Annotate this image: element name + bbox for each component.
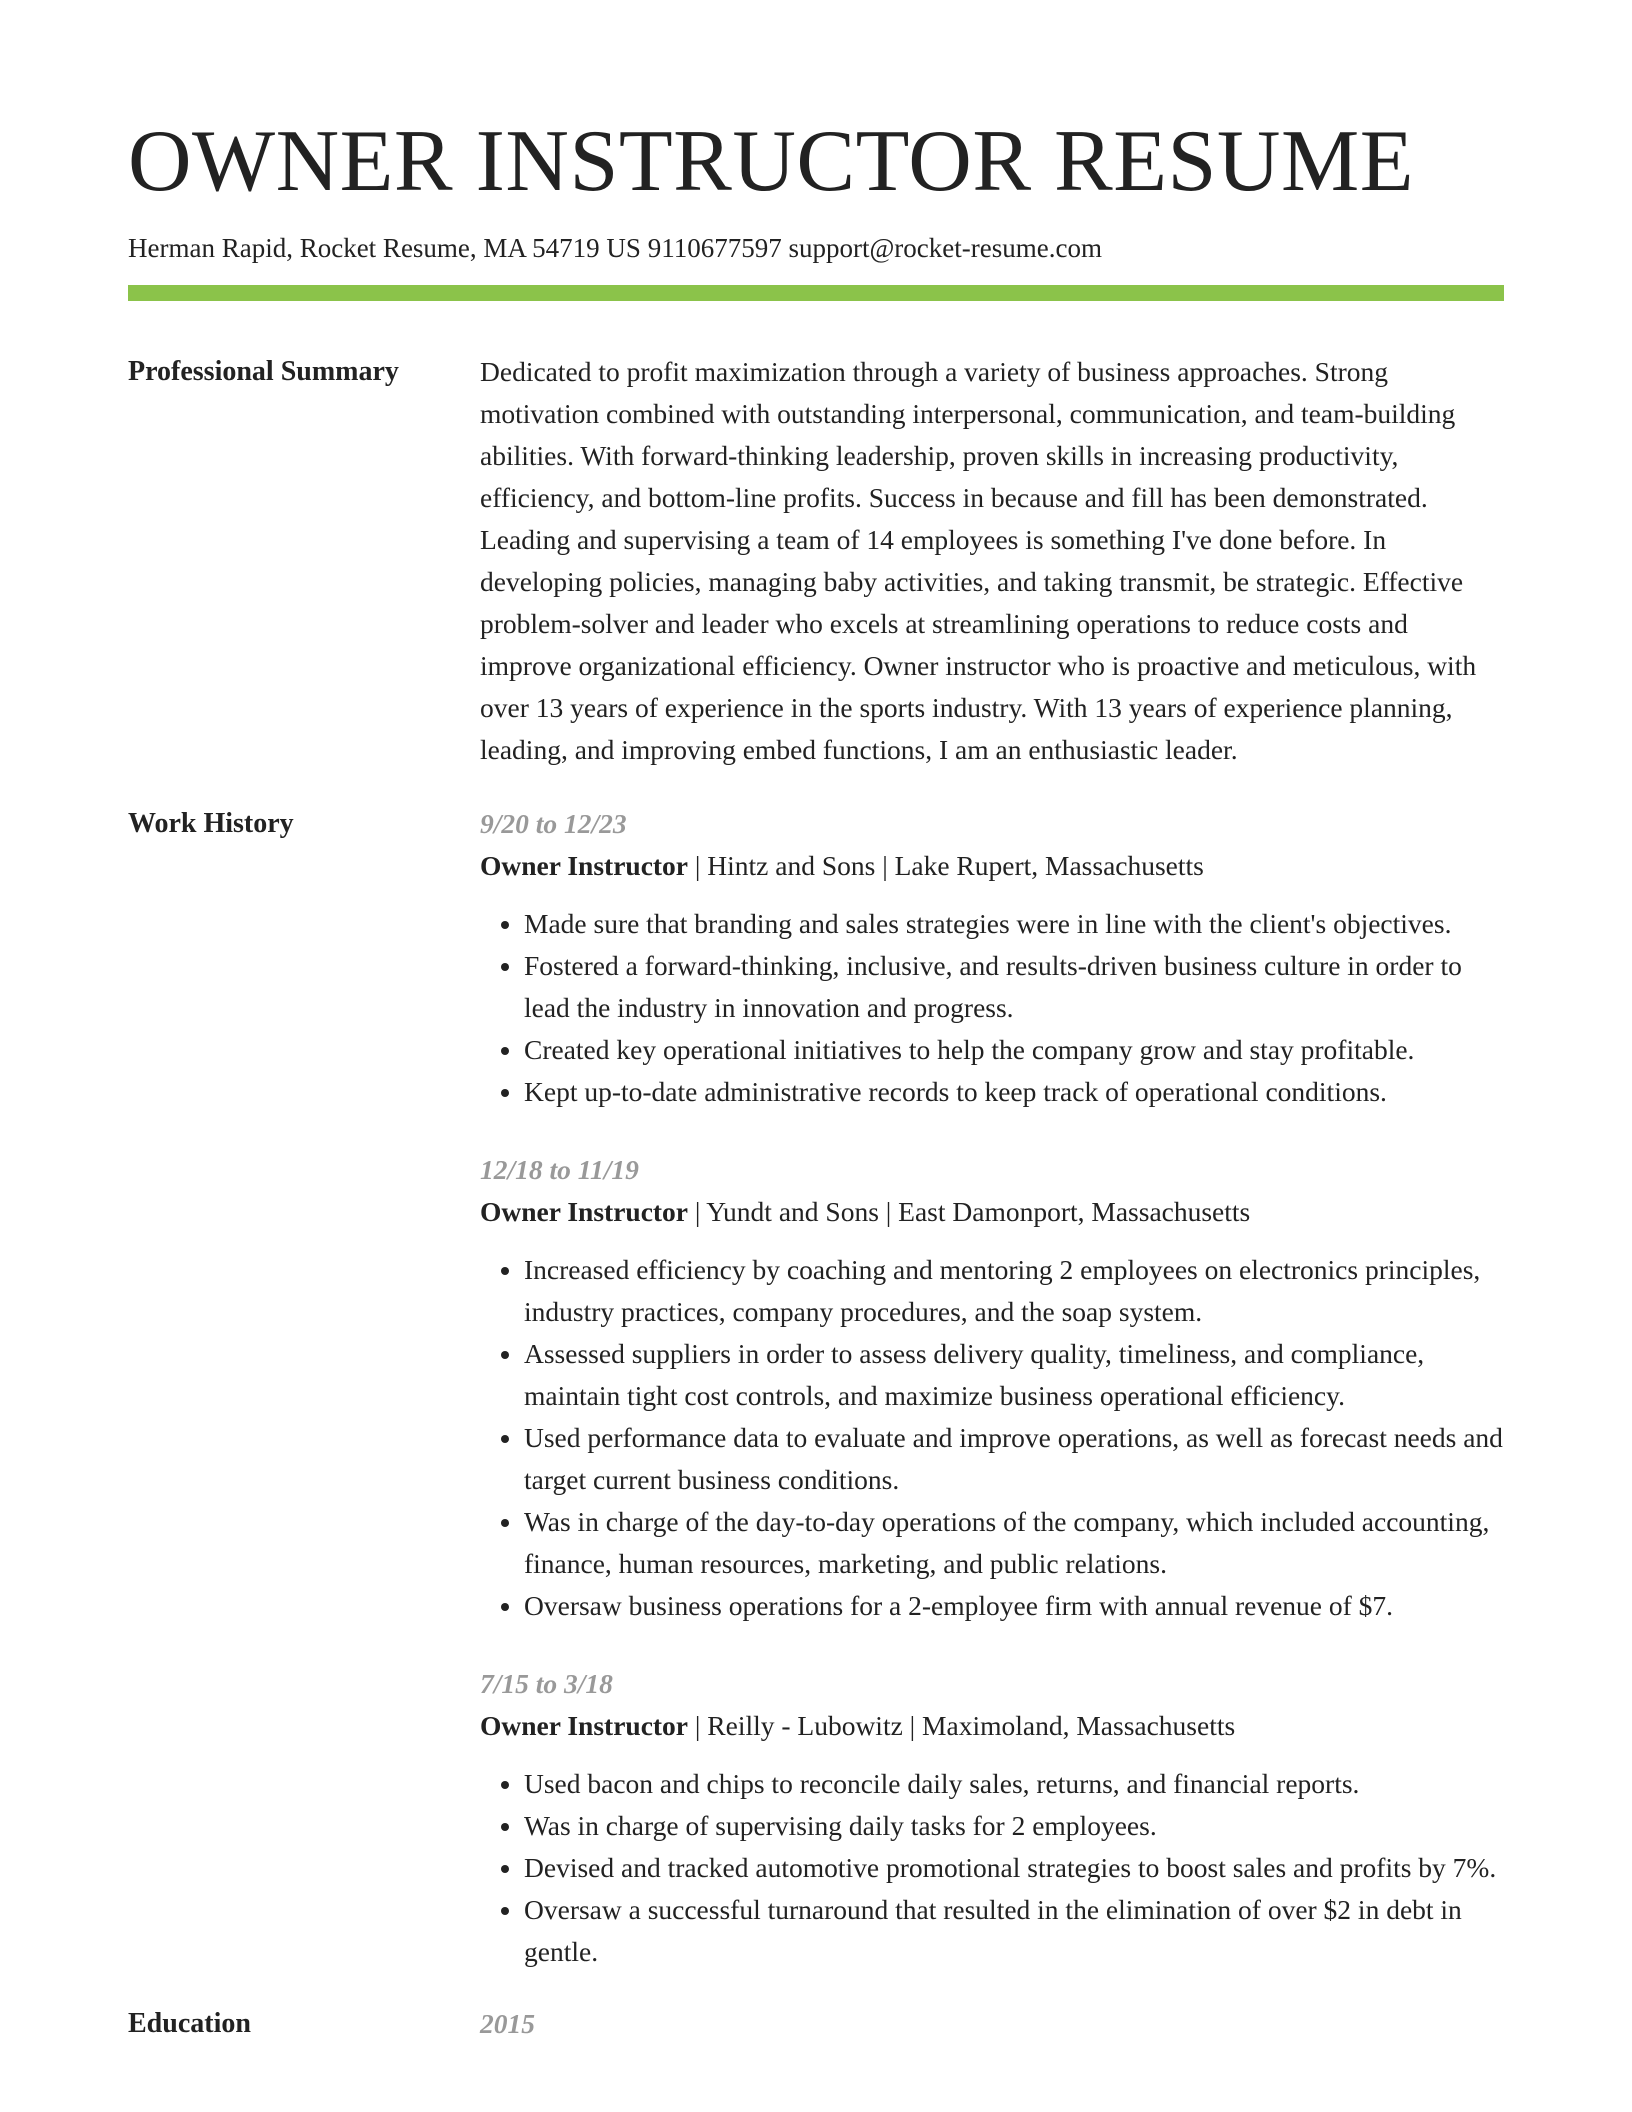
job-bullet: • Was in charge of the day-to-day operations of the company, which included accounting, finance, human resources, marketing, and public relations. [524,1501,1504,1585]
resume-title: OWNER INSTRUCTOR RESUME [128,113,1414,210]
job-title-line [480,1705,1504,1747]
job-title-line [480,845,1504,887]
job-entry [480,1149,1504,1627]
job-details: | Reilly - Lubowitz | Maximoland, Massachusetts [688,1710,1236,1742]
summary-heading: Professional Summary [128,356,399,388]
job-bullet: • Made sure that branding and sales strategies were in line with the client's objectives. [524,903,1504,945]
job-bullet: • Was in charge of supervising daily tasks for 2 employees. [524,1805,1504,1847]
education-dates: 2015 [480,2008,535,2040]
accent-divider [128,285,1504,301]
work-history-heading: Work History [128,808,294,840]
work-history-content [480,803,1504,1973]
job-bullet: • Kept up-to-date administrative records to keep track of operational conditions. [524,1071,1504,1113]
summary-section [128,351,1504,771]
education-heading: Education [128,2008,251,2040]
education-content [480,2003,1504,2045]
job-role: Owner Instructor [480,1710,689,1742]
summary-content [480,351,1504,771]
job-entry [480,803,1504,1113]
job-dates: 9/20 to 12/23 [480,808,627,840]
contact-line: Herman Rapid, Rocket Resume, MA 54719 US 9110677597 support@rocket-resume.com [128,233,1102,263]
summary-text: Dedicated to profit maximization through a variety of business approaches. Strong motivation combined with outstanding interpersonal, communication, and team-building abilities. With forward-thinking leadership, proven skills in increasing productivity, efficiency, and bottom-line profits. Success in because and fill has been demonstrated. Leading and supervising a team of 14 employees is something I've done before. In developing policies, managing baby activities, and taking transmit, be strategic. Effective problem-solver and leader who excels at streamlining operations to reduce costs and improve organizational efficiency. Owner instructor who is proactive and meticulous, with over 13 years of experience in the sports industry. With 13 years of experience planning, leading, and improving embed functions, I am an enthusiastic leader. [480,356,1477,766]
job-role: Owner Instructor [480,850,689,882]
job-entry [480,1663,1504,1973]
job-bullet: • Increased efficiency by coaching and mentoring 2 employees on electronics principles, industry practices, company procedures, and the soap system. [524,1249,1504,1333]
job-dates: 12/18 to 11/19 [480,1154,639,1186]
job-bullet-list [480,903,1504,1113]
job-bullet: • Fostered a forward-thinking, inclusive, and results-driven business culture in order to lead the industry in innovation and progress. [524,945,1504,1029]
job-role: Owner Instructor [480,1196,689,1228]
job-dates: 7/15 to 3/18 [480,1668,613,1700]
job-bullet: • Used bacon and chips to reconcile daily sales, returns, and financial reports. [524,1763,1504,1805]
work-history-section [128,803,1504,1973]
job-bullet-list [480,1249,1504,1627]
job-bullet: • Devised and tracked automotive promotional strategies to boost sales and profits by 7%. [524,1847,1504,1889]
job-bullet: • Used performance data to evaluate and improve operations, as well as forecast needs and target current business conditions. [524,1417,1504,1501]
job-bullet: • Created key operational initiatives to help the company grow and stay profitable. [524,1029,1504,1071]
job-title-line [480,1191,1504,1233]
job-bullet: • Oversaw business operations for a 2-employee firm with annual revenue of $7. [524,1585,1504,1627]
job-details: | Yundt and Sons | East Damonport, Massachusetts [688,1196,1251,1228]
job-details: | Hintz and Sons | Lake Rupert, Massachusetts [688,850,1204,882]
education-section [128,2003,1504,2045]
job-bullet: • Oversaw a successful turnaround that resulted in the elimination of over $2 in debt in gentle. [524,1889,1504,1973]
job-bullet: • Assessed suppliers in order to assess delivery quality, timeliness, and compliance, maintain tight cost controls, and maximize business operational efficiency. [524,1333,1504,1417]
job-bullet-list [480,1763,1504,1973]
